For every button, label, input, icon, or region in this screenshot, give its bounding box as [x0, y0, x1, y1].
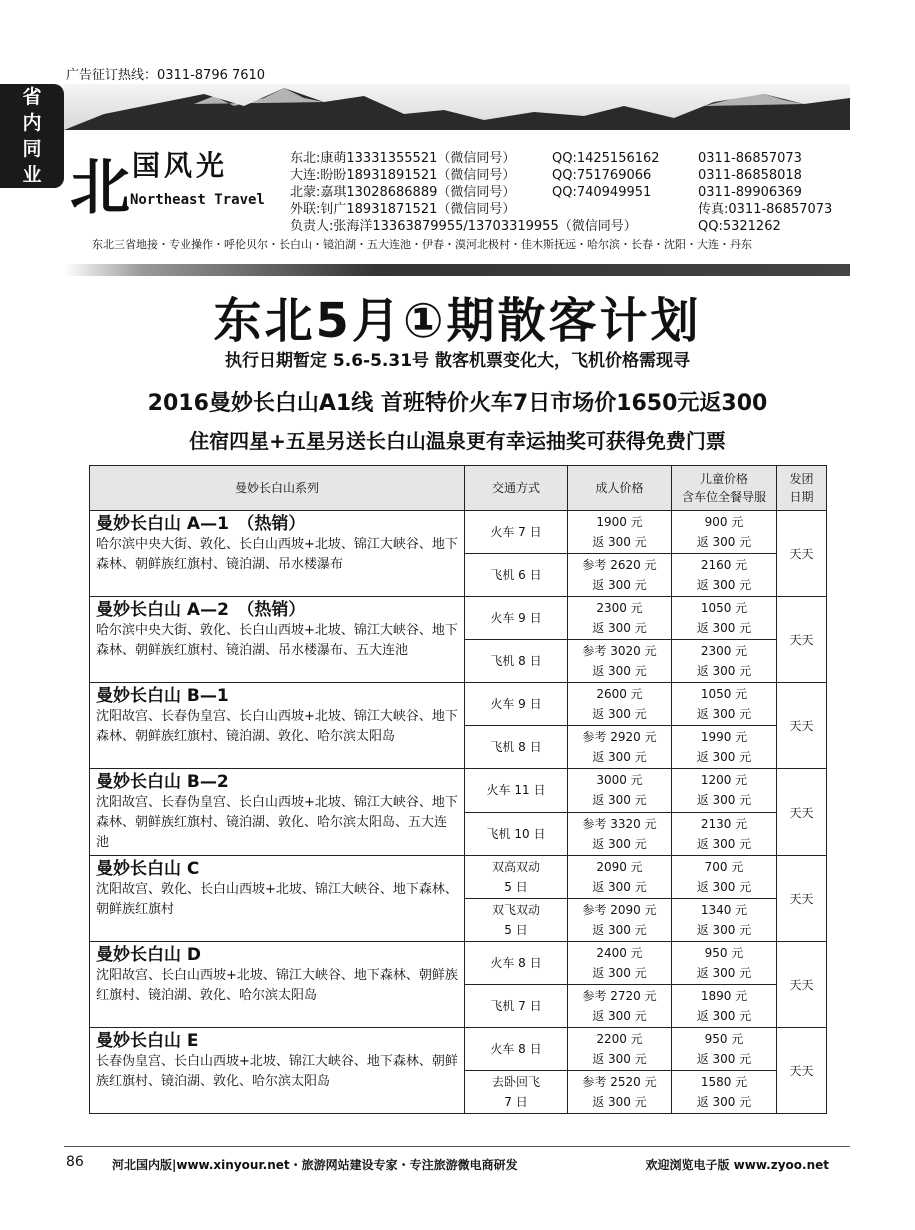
adult-rebate: 返 300 元 — [592, 1009, 647, 1023]
contact-person: 东北:康萌13331355521（微信同号） — [290, 151, 516, 166]
route-cell — [90, 856, 465, 942]
contact-phone: QQ:5321262 — [698, 219, 781, 234]
adult-price-cell — [568, 683, 672, 726]
adult-price-cell — [568, 726, 672, 769]
adult-price-cell — [568, 640, 672, 683]
header-depart-l2: 日期 — [789, 490, 814, 504]
transport-line: 去卧回飞 — [491, 1075, 540, 1089]
depart-cell: 天天 — [777, 1028, 827, 1114]
child-price-cell — [672, 1071, 777, 1114]
child-price-cell — [672, 511, 777, 554]
adult-price: 2400 元 — [596, 946, 643, 960]
route-description: 哈尔滨中央大街、敦化、长白山西坡+北坡、锦江大峡谷、地下森林、朝鲜族红旗村、镜泊湖、吊水楼瀑布、五大连池 — [96, 623, 458, 658]
route-description: 哈尔滨中央大街、敦化、长白山西坡+北坡、锦江大峡谷、地下森林、朝鲜族红旗村、镜泊湖、吊水楼瀑布 — [96, 537, 458, 572]
adult-price-cell — [568, 769, 672, 813]
contact-phone: 传真:0311-86857073 — [698, 202, 833, 217]
header-adult-price: 成人价格 — [568, 466, 672, 511]
adult-price: 参考 2520 元 — [582, 1075, 657, 1089]
adult-price-cell — [568, 985, 672, 1028]
adult-price: 参考 2920 元 — [582, 730, 657, 744]
route-name: 曼妙长白山 C — [96, 859, 200, 879]
transport-line: 火车 7 日 — [490, 525, 542, 539]
adult-rebate: 返 300 元 — [592, 535, 647, 549]
child-price: 2130 元 — [700, 816, 748, 831]
contact-person: 大连:盼盼18931891521（微信同号） — [290, 168, 516, 183]
route-cell — [90, 942, 465, 1028]
child-price-cell — [672, 683, 777, 726]
transport-line: 火车 8 日 — [490, 956, 542, 970]
child-price: 1050 元 — [700, 601, 748, 615]
child-price-cell — [672, 942, 777, 985]
price-table — [89, 465, 827, 1114]
table-row — [90, 769, 827, 813]
adult-rebate: 返 300 元 — [592, 1052, 647, 1066]
header-depart-l1: 发团 — [789, 472, 814, 486]
contact-person: 北蒙:嘉琪13028686889（微信同号） — [290, 185, 516, 200]
subtitle-bonus: 住宿四星+五星另送长白山温泉更有幸运抽奖可获得免费门票 — [189, 429, 726, 453]
footer-divider — [64, 1146, 850, 1147]
divider-bar — [64, 264, 850, 276]
contact-phone: 0311-86858018 — [698, 168, 802, 183]
child-rebate: 返 300 元 — [696, 836, 752, 851]
child-price-cell — [672, 856, 777, 899]
adult-rebate: 返 300 元 — [592, 836, 647, 851]
page-number: 86 — [66, 1154, 84, 1170]
transport-cell — [465, 683, 568, 726]
adult-price: 2090 元 — [596, 860, 643, 874]
child-price-cell — [672, 640, 777, 683]
adult-price: 3000 元 — [596, 773, 643, 788]
child-price: 1890 元 — [700, 989, 748, 1003]
child-rebate: 返 300 元 — [696, 707, 752, 721]
transport-line: 飞机 10 日 — [486, 826, 546, 841]
section-tab-char: 业 — [22, 164, 42, 186]
contact-qq: QQ:751769066 — [552, 168, 652, 183]
child-price: 1990 元 — [700, 730, 748, 744]
transport-line: 飞机 7 日 — [490, 999, 542, 1013]
transport-line: 火车 8 日 — [490, 1042, 542, 1056]
contact-qq: QQ:740949951 — [552, 185, 652, 200]
adult-price-cell — [568, 942, 672, 985]
route-description: 沈阳故宫、长春伪皇宫、长白山西坡+北坡、锦江大峡谷、地下森林、朝鲜族红旗村、镜泊湖、敦化、哈尔滨太阳岛 — [96, 709, 458, 744]
adult-rebate: 返 300 元 — [592, 923, 647, 937]
table-row — [90, 1028, 827, 1071]
transport-cell — [465, 640, 568, 683]
child-price: 1050 元 — [700, 687, 748, 701]
adult-price: 参考 3320 元 — [582, 816, 657, 831]
transport-line: 飞机 8 日 — [490, 654, 542, 668]
header-child-price — [672, 466, 777, 511]
route-cell — [90, 1028, 465, 1114]
child-price: 700 元 — [704, 860, 744, 874]
child-rebate: 返 300 元 — [696, 923, 752, 937]
transport-cell — [465, 769, 568, 813]
header-transport: 交通方式 — [465, 466, 568, 511]
adult-rebate: 返 300 元 — [592, 966, 647, 980]
child-rebate: 返 300 元 — [696, 880, 752, 894]
contact-phone: 0311-86857073 — [698, 151, 802, 166]
transport-days: 5 日 — [504, 923, 528, 937]
route-description: 沈阳故宫、敦化、长白山西坡+北坡、锦江大峡谷、地下森林、朝鲜族红旗村 — [96, 882, 458, 917]
adult-price-cell — [568, 554, 672, 597]
child-rebate: 返 300 元 — [696, 535, 752, 549]
child-price-cell — [672, 597, 777, 640]
transport-cell — [465, 899, 568, 942]
page-title: 东北5月①期散客计划 — [213, 293, 702, 349]
adult-price-cell — [568, 899, 672, 942]
contact-phone: 0311-89906369 — [698, 185, 802, 200]
header-child-l1: 儿童价格 — [699, 472, 748, 486]
route-description: 沈阳故宫、长白山西坡+北坡、锦江大峡谷、地下森林、朝鲜族红旗村、镜泊湖、敦化、哈尔滨太阳岛 — [96, 968, 458, 1003]
depart-cell: 天天 — [777, 683, 827, 769]
table-row — [90, 511, 827, 554]
transport-cell — [465, 511, 568, 554]
child-rebate: 返 300 元 — [696, 966, 752, 980]
footer-text: 河北国内版|www.xinyour.net・旅游网站建设专家・专注旅游微电商研发 — [112, 1158, 518, 1172]
company-logo — [64, 138, 289, 238]
depart-cell: 天天 — [777, 511, 827, 597]
transport-line: 火车 9 日 — [490, 697, 542, 711]
route-cell — [90, 683, 465, 769]
transport-cell — [465, 726, 568, 769]
depart-cell: 天天 — [777, 856, 827, 942]
routes-line: 东北三省地接・专业操作・呼伦贝尔・长白山・镜泊湖・五大连池・伊春・漠河北极村・佳木斯抚远・哈尔滨・长春・沈阳・大连・丹东 — [92, 238, 752, 251]
child-rebate: 返 300 元 — [696, 750, 752, 764]
transport-line: 飞机 6 日 — [490, 568, 542, 582]
section-tab-char: 同 — [22, 138, 42, 160]
depart-cell: 天天 — [777, 942, 827, 1028]
depart-cell: 天天 — [777, 769, 827, 856]
table-header-row — [90, 466, 827, 511]
adult-price-cell — [568, 511, 672, 554]
adult-price: 2200 元 — [596, 1032, 643, 1046]
adult-rebate: 返 300 元 — [592, 1095, 647, 1109]
logo-small-chars: 国风光 — [132, 149, 229, 182]
transport-days: 7 日 — [504, 1095, 528, 1109]
child-price: 1340 元 — [700, 903, 748, 917]
contact-qq: QQ:1425156162 — [552, 151, 660, 166]
adult-price-cell — [568, 856, 672, 899]
transport-line: 双飞双动 — [491, 903, 540, 917]
transport-line: 飞机 8 日 — [490, 740, 542, 754]
route-name: 曼妙长白山 A—2 （热销） — [96, 600, 306, 620]
table-row — [90, 597, 827, 640]
route-description: 长春伪皇宫、长白山西坡+北坡、锦江大峡谷、地下森林、朝鲜族红旗村、镜泊湖、敦化、哈尔滨太阳岛 — [96, 1054, 458, 1089]
section-tab-char: 内 — [22, 112, 42, 134]
adult-rebate: 返 300 元 — [592, 793, 647, 808]
child-price-cell — [672, 769, 777, 813]
adult-rebate: 返 300 元 — [592, 707, 647, 721]
adult-rebate: 返 300 元 — [592, 664, 647, 678]
subtitle-dates: 执行日期暂定 5.6-5.31号 散客机票变化大，飞机价格需现寻 — [225, 351, 690, 371]
child-price-cell — [672, 726, 777, 769]
table-row — [90, 942, 827, 985]
adult-price: 参考 2090 元 — [582, 903, 657, 917]
transport-cell — [465, 985, 568, 1028]
child-price: 950 元 — [704, 1032, 744, 1046]
child-price: 1200 元 — [700, 773, 748, 788]
child-price-cell — [672, 1028, 777, 1071]
logo-english: Northeast Travel — [130, 192, 265, 208]
transport-line: 火车 9 日 — [490, 611, 542, 625]
transport-cell — [465, 1071, 568, 1114]
adult-price: 参考 2720 元 — [582, 989, 657, 1003]
depart-cell: 天天 — [777, 597, 827, 683]
child-rebate: 返 300 元 — [696, 1052, 752, 1066]
header-series: 曼妙长白山系列 — [90, 466, 465, 511]
child-price-cell — [672, 985, 777, 1028]
adult-price-cell — [568, 1028, 672, 1071]
transport-line: 火车 11 日 — [486, 783, 546, 798]
adult-price-cell — [568, 812, 672, 856]
child-price-cell — [672, 812, 777, 856]
transport-cell — [465, 812, 568, 856]
section-tab — [0, 84, 64, 188]
child-price-cell — [672, 899, 777, 942]
footer-website: 欢迎浏览电子版 www.zyoo.net — [645, 1158, 829, 1172]
route-name: 曼妙长白山 A—1 （热销） — [96, 514, 306, 534]
transport-cell — [465, 1028, 568, 1071]
transport-cell — [465, 597, 568, 640]
transport-line: 双高双动 — [491, 860, 540, 874]
route-name: 曼妙长白山 D — [96, 945, 202, 965]
route-name: 曼妙长白山 B—2 — [96, 772, 229, 792]
child-price-cell — [672, 554, 777, 597]
table-row — [90, 683, 827, 726]
route-cell — [90, 769, 465, 856]
child-price: 2300 元 — [700, 644, 748, 658]
adult-price-cell — [568, 1071, 672, 1114]
transport-cell — [465, 856, 568, 899]
mountain-icon — [64, 84, 850, 130]
adult-rebate: 返 300 元 — [592, 621, 647, 635]
adult-rebate: 返 300 元 — [592, 880, 647, 894]
route-name: 曼妙长白山 B—1 — [96, 686, 229, 706]
child-rebate: 返 300 元 — [696, 578, 752, 592]
child-price: 950 元 — [704, 946, 744, 960]
child-price: 900 元 — [704, 515, 744, 529]
child-price: 2160 元 — [700, 558, 748, 572]
child-rebate: 返 300 元 — [696, 793, 752, 808]
section-tab-char: 省 — [22, 86, 42, 108]
child-rebate: 返 300 元 — [696, 1009, 752, 1023]
table-row — [90, 856, 827, 899]
header-depart — [777, 466, 827, 511]
child-rebate: 返 300 元 — [696, 621, 752, 635]
transport-cell — [465, 942, 568, 985]
route-cell — [90, 511, 465, 597]
ad-hotline: 广告征订热线：0311-8796 7610 — [66, 68, 266, 83]
route-name: 曼妙长白山 E — [96, 1031, 199, 1051]
adult-price: 参考 2620 元 — [582, 558, 657, 572]
adult-price: 1900 元 — [596, 515, 643, 529]
transport-cell — [465, 554, 568, 597]
adult-rebate: 返 300 元 — [592, 750, 647, 764]
contact-person: 外联:钊广18931871521（微信同号） — [290, 202, 516, 217]
logo-big-char: 北 — [70, 153, 130, 223]
adult-price: 参考 3020 元 — [582, 644, 657, 658]
header-child-l2: 含车位全餐导服 — [681, 490, 766, 504]
mountain-banner — [64, 84, 850, 130]
child-rebate: 返 300 元 — [696, 664, 752, 678]
child-rebate: 返 300 元 — [696, 1095, 752, 1109]
child-price: 1580 元 — [700, 1075, 748, 1089]
subtitle-promo: 2016曼妙长白山A1线 首班特价火车7日市场价1650元返300 — [147, 391, 768, 416]
route-cell — [90, 597, 465, 683]
adult-price: 2600 元 — [596, 687, 643, 701]
adult-rebate: 返 300 元 — [592, 578, 647, 592]
route-description: 沈阳故宫、长春伪皇宫、长白山西坡+北坡、锦江大峡谷、地下森林、朝鲜族红旗村、镜泊湖、敦化、哈尔滨太阳岛、五大连池 — [96, 795, 458, 850]
adult-price-cell — [568, 597, 672, 640]
adult-price: 2300 元 — [596, 601, 643, 615]
transport-days: 5 日 — [504, 880, 528, 894]
contact-person: 负责人:张海洋13363879955/13703319955（微信同号） — [290, 219, 637, 234]
